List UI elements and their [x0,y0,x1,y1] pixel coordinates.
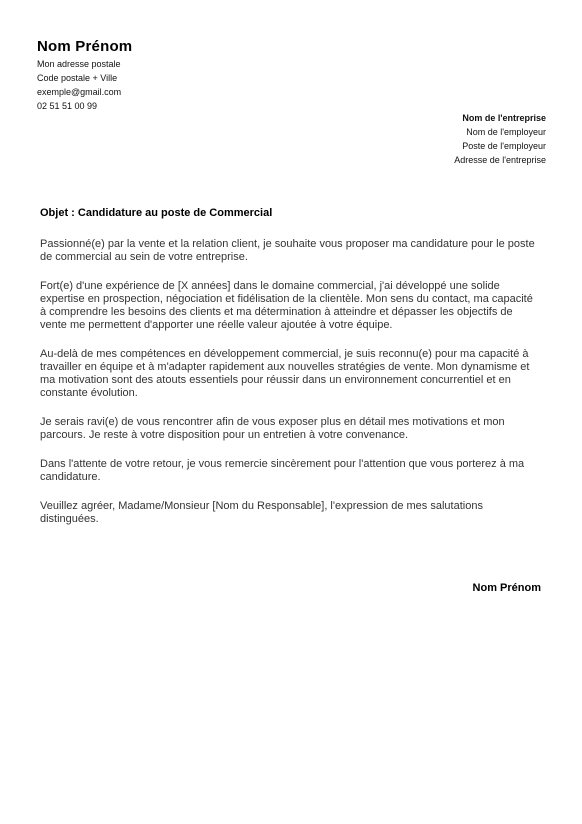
letter-body [40,238,542,542]
recipient-employer-position: Poste de l'employeur [462,141,546,151]
sender-address: Mon adresse postale [37,59,121,69]
letter-paragraph: Fort(e) d'une expérience de [X années] dans le domaine commercial, j'ai développé une solide expertise en prospection, négociation et fidélisation de la clientèle. Mon sens du contact, ma capacité à comprendre les besoins des clients et ma détermination à atteindre et dépasser les objectifs de vente me permettent d'apporter une réelle valeur ajoutée à votre équipe. [40,280,533,331]
recipient-employer-name: Nom de l'employeur [466,127,546,137]
letter-paragraph: Veuillez agréer, Madame/Monsieur [Nom du Responsable], l'expression de mes salutations distinguées. [40,500,483,525]
sender-city: Code postale + Ville [37,73,118,83]
letter-paragraph: Passionné(e) par la vente et la relation client, je souhaite vous proposer ma candidature pour le poste de commercial au sein de votre entreprise. [40,238,535,263]
sender-name: Nom Prénom [37,38,133,55]
sender-block [37,38,132,113]
letter-paragraph: Je serais ravi(e) de vous rencontrer afin de vous exposer plus en détail mes motivations et mon parcours. Je reste à votre disposition pour un entretien à votre convenance. [40,416,505,441]
letter-paragraph: Dans l'attente de votre retour, je vous remercie sincèrement pour l'attention que vous porterez à ma candidature. [40,458,525,483]
recipient-company: Nom de l'entreprise [462,113,546,123]
recipient-block [454,111,546,167]
recipient-company-address: Adresse de l'entreprise [454,155,546,165]
letter-paragraph: Au-delà de mes compétences en développement commercial, je suis reconnu(e) pour ma capacité à travailler en équipe et à m'adapter rapidement aux nouvelles stratégies de vente. Mon dynamisme et ma motivation sont des atouts essentiels pour réussir dans un environnement concurrentiel et en constante évolution. [40,348,530,399]
signature-name: Nom Prénom [472,582,541,594]
letter-subject: Objet : Candidature au poste de Commercial [40,207,273,219]
sender-email: exemple@gmail.com [37,87,122,97]
sender-phone: 02 51 51 00 99 [37,101,98,111]
